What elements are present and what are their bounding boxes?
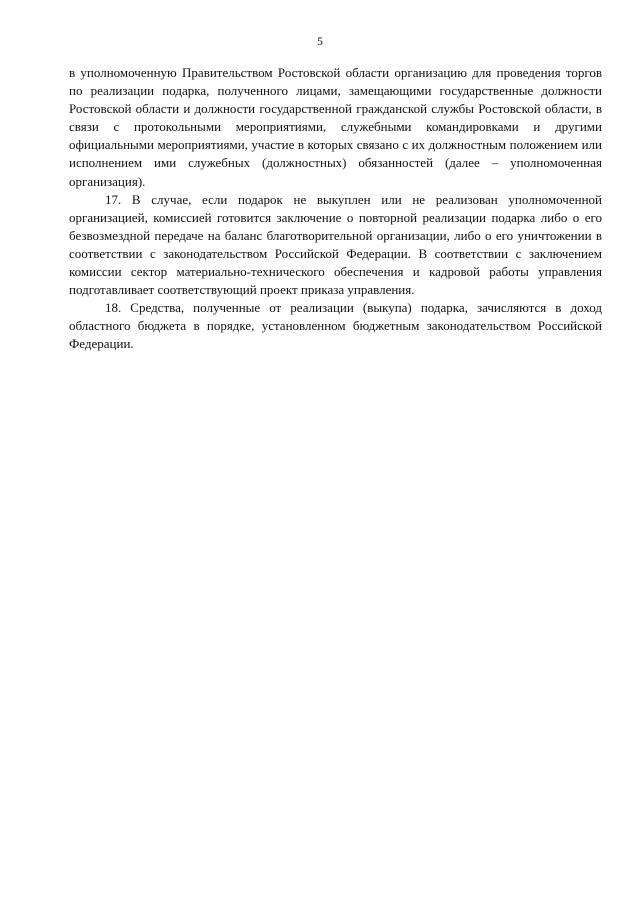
paragraph-continuation: в уполномоченную Правительством Ростовской области организацию для проведения торгов по реализации подарка, полученного лицами, замещающими государственные должности Ростовской области и должности государственной гражданской службы Ростовской области, в связи с протокольными мероприятиями, служебными командировками и другими официальными мероприятиями, участие в которых связано с их должностным положением или исполнением ими служебных (должностных) обязанностей (далее – уполномоченная организация).	[69, 65, 602, 189]
paragraph-17: 17. В случае, если подарок не выкуплен или не реализован уполномоченной организацией, комиссией готовится заключение о повторной реализации подарка либо о его безвозмездной передаче на баланс благотворительной организации, либо о его уничтожении в соответствии с законодательством Российской Федерации. В соответствии с заключением комиссии сектор материально-технического обеспечения и кадровой работы управления подготавливает соответствующий проект приказа управления.	[69, 191, 602, 298]
paragraph-18: 18. Средства, полученные от реализации (выкупа) подарка, зачисляются в доход областного бюджета в порядке, установленном бюджетным законодательством Российской Федерации.	[69, 300, 602, 352]
page-number: 5	[317, 36, 323, 48]
document-body	[69, 64, 602, 354]
